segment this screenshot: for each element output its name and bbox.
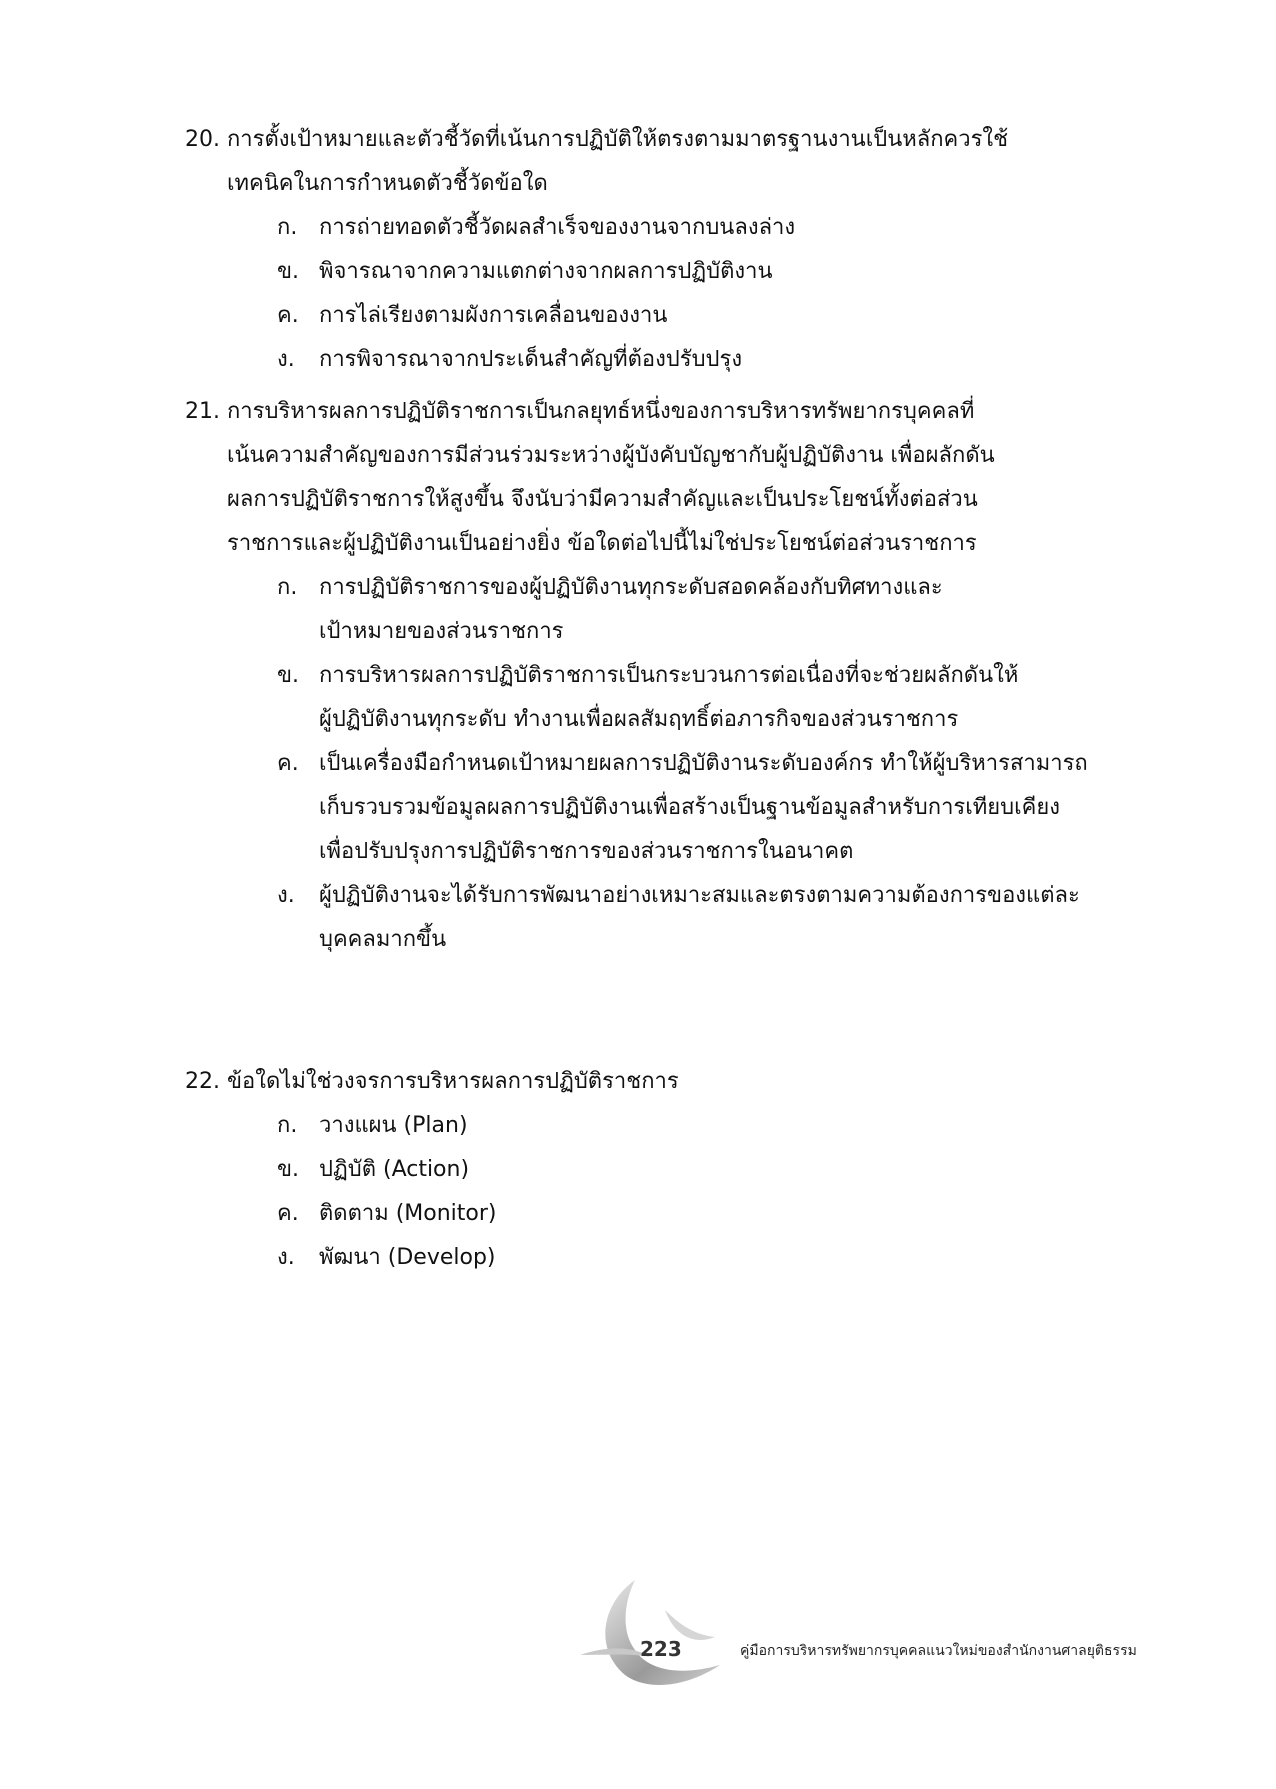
option-text: เป็นเครื่องมือกำหนดเป้าหมายผลการปฏิบัติงานระดับองค์กร ทำให้ผู้บริหารสามารถ <box>319 751 1088 776</box>
option-text: การปฏิบัติราชการของผู้ปฏิบัติงานทุกระดับสอดคล้องกับทิศทางและ <box>319 575 943 600</box>
question-stem-line: เทคนิคในการกำหนดตัวชี้วัดข้อใด <box>227 171 548 196</box>
option-letter: ก. <box>277 575 298 600</box>
question-20 <box>185 118 1145 382</box>
option-text: การพิจารณาจากประเด็นสำคัญที่ต้องปรับปรุง <box>319 347 743 372</box>
option-text: วางแผน (Plan) <box>319 1113 468 1138</box>
option-text: การไล่เรียงตามผังการเคลื่อนของงาน <box>319 303 668 328</box>
swoosh-logo-icon <box>580 1575 730 1695</box>
question-stem-line: ราชการและผู้ปฏิบัติงานเป็นอย่างยิ่ง ข้อใดต่อไปนี้ไม่ใช่ประโยชน์ต่อส่วนราชการ <box>227 531 977 556</box>
option-text: ผู้ปฏิบัติงานทุกระดับ ทำงานเพื่อผลสัมฤทธิ์ต่อภารกิจของส่วนราชการ <box>319 707 959 732</box>
question-21 <box>185 390 1145 962</box>
option-letter: ค. <box>277 1201 299 1226</box>
option-letter: ง. <box>277 1245 295 1270</box>
option-list <box>185 206 1145 382</box>
option-text: เพื่อปรับปรุงการปฏิบัติราชการของส่วนราชการในอนาคต <box>319 839 854 864</box>
option-letter: ค. <box>277 751 299 776</box>
option-letter: ค. <box>277 303 299 328</box>
option-d <box>277 338 1145 382</box>
option-a <box>277 566 1145 654</box>
page-number: 223 <box>640 1637 682 1661</box>
option-letter: ก. <box>277 1113 298 1138</box>
option-c <box>277 294 1145 338</box>
option-b <box>277 654 1145 742</box>
question-stem-line: 22. ข้อใดไม่ใช่วงจรการบริหารผลการปฏิบัติราชการ <box>185 1069 679 1094</box>
option-text: ปฏิบัติ (Action) <box>319 1157 470 1182</box>
option-text: เป้าหมายของส่วนราชการ <box>319 619 564 644</box>
option-c <box>277 742 1145 874</box>
option-list <box>185 566 1145 962</box>
option-letter: ง. <box>277 883 295 908</box>
question-stem-line: 20. การตั้งเป้าหมายและตัวชี้วัดที่เน้นการปฏิบัติให้ตรงตามมาตรฐานงานเป็นหลักควรใช้ <box>185 127 1009 152</box>
question-stem-line: เน้นความสำคัญของการมีส่วนร่วมระหว่างผู้บังคับบัญชากับผู้ปฏิบัติงาน เพื่อผลักดัน <box>227 443 995 468</box>
option-letter: ข. <box>277 663 300 688</box>
option-letter: ข. <box>277 1157 300 1182</box>
option-letter: ก. <box>277 215 298 240</box>
option-text: บุคคลมากขึ้น <box>319 927 447 952</box>
option-d <box>277 874 1145 962</box>
option-text: เก็บรวบรวมข้อมูลผลการปฏิบัติงานเพื่อสร้างเป็นฐานข้อมูลสำหรับการเทียบเคียง <box>319 795 1060 820</box>
option-text: พิจารณาจากความแตกต่างจากผลการปฏิบัติงาน <box>319 259 773 284</box>
option-text: การบริหารผลการปฏิบัติราชการเป็นกระบวนการต่อเนื่องที่จะช่วยผลักดันให้ <box>319 663 1019 688</box>
footer-title: คู่มือการบริหารทรัพยากรบุคคลแนวใหม่ของสำนักงานศาลยุติธรรม <box>740 1643 1137 1659</box>
option-text: ผู้ปฏิบัติงานจะได้รับการพัฒนาอย่างเหมาะสมและตรงตามความต้องการของแต่ละ <box>319 883 1080 908</box>
option-text: ติดตาม (Monitor) <box>319 1201 497 1226</box>
option-b <box>277 1148 1145 1192</box>
option-text: การถ่ายทอดตัวชี้วัดผลสำเร็จของงานจากบนลงล่าง <box>319 215 796 240</box>
option-c <box>277 1192 1145 1236</box>
option-list <box>185 1104 1145 1280</box>
option-d <box>277 1236 1145 1280</box>
option-a <box>277 1104 1145 1148</box>
question-stem-line: ผลการปฏิบัติราชการให้สูงขึ้น จึงนับว่ามีความสำคัญและเป็นประโยชน์ทั้งต่อส่วน <box>227 487 978 512</box>
option-letter: ง. <box>277 347 295 372</box>
option-b <box>277 250 1145 294</box>
question-stem-line: 21. การบริหารผลการปฏิบัติราชการเป็นกลยุทธ์หนึ่งของการบริหารทรัพยากรบุคคลที่ <box>185 399 975 424</box>
question-22 <box>185 1060 1145 1280</box>
option-text: พัฒนา (Develop) <box>319 1245 496 1270</box>
option-letter: ข. <box>277 259 300 284</box>
option-a <box>277 206 1145 250</box>
